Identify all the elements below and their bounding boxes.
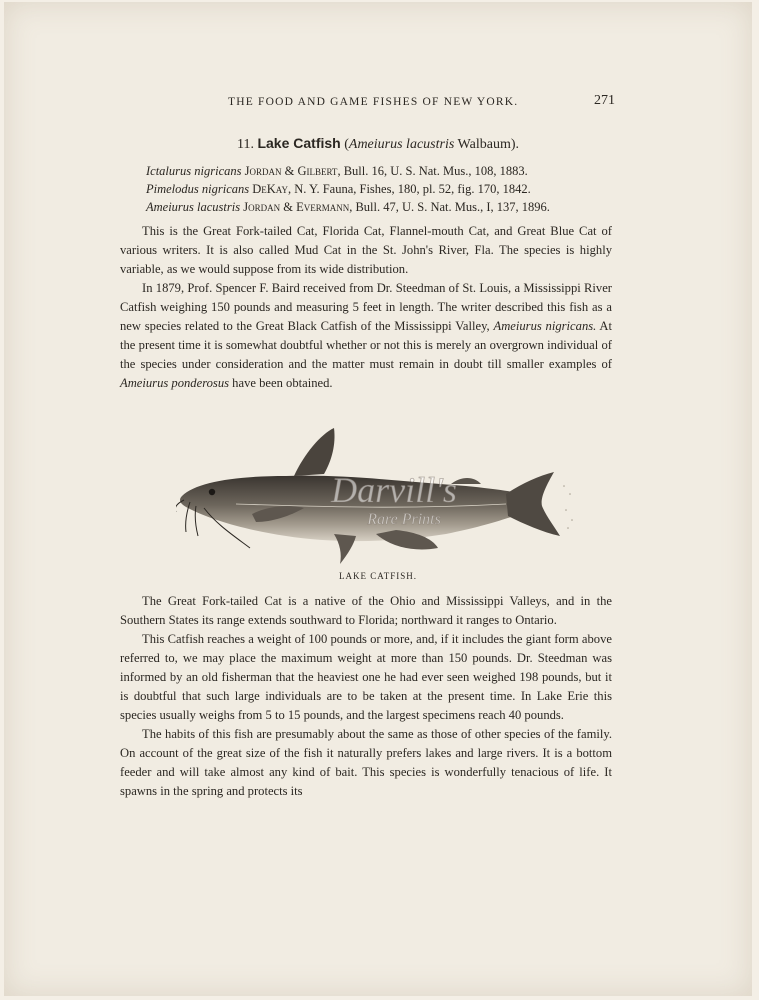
- watermark-text-sub: Rare Prints: [367, 511, 441, 528]
- paragraph: This Catfish reaches a weight of 100 pounds or more, and, if it includes the giant form above referred to, we may place the maximum weight at more than 150 pounds. Dr. Steedman was informed by an old fisherman that the heaviest one he had ever seen weighed 198 pounds, but it is doubtful that such large individuals are to be taken at the present time. In Lake Erie this species usually weighs from 5 to 15 pounds, and the largest specimens reach 40 pounds.: [120, 632, 612, 722]
- synonym-author: Jordan & Evermann: [243, 200, 350, 214]
- synonym-author: Jordan & Gilbert: [244, 164, 338, 178]
- species-number: 11.: [236, 137, 254, 152]
- watermark-logo: [304, 464, 484, 534]
- synonym-line: [146, 198, 550, 216]
- synonym-name: Pimelodus nigricans: [146, 182, 250, 196]
- synonym-reference: , N. Y. Fauna, Fishes, 180, pl. 52, fig. 170, 1842.: [287, 182, 531, 196]
- body-text-top: [120, 222, 612, 393]
- paragraph: This is the Great Fork-tailed Cat, Florida Cat, Flannel-mouth Cat, and Great Blue Cat of various writers. It is also called Mud Cat in the St. John's River, Fla. The species is highly variable, as we would suppose from its wide distribution.: [120, 224, 612, 276]
- synonym-name: Ictalurus nigricans: [146, 164, 242, 178]
- species-heading: 11. Lake Catfish (Ameiurus lacustris Walbaum).: [236, 135, 519, 152]
- running-title: THE FOOD AND GAME FISHES OF NEW YORK.: [228, 96, 519, 108]
- figure-caption: LAKE CATFISH.: [338, 571, 417, 581]
- synonym-name: Ameiurus lacustris: [146, 200, 241, 214]
- synonym-reference: , Bull. 47, U. S. Nat. Mus., I, 137, 1896.: [349, 200, 550, 214]
- species-scientific-name: Ameiurus lacustris: [348, 137, 455, 152]
- synonym-line: [146, 162, 528, 180]
- species-common-name: Lake Catfish: [257, 135, 341, 151]
- synonym-line: [146, 180, 531, 198]
- page-number: 271: [594, 93, 615, 108]
- paragraph: In 1879, Prof. Spencer F. Baird received from Dr. Steedman of St. Louis, a Mississippi River Catfish weighing 150 pounds and measuring 5 feet in length. The writer described this fish as a new species related to the Great Black Catfish of the Mississippi Valley, Ameiurus nigricans. At the present time it is somewhat doubtful whether or not this is merely an overgrown individual of the species under consideration and the matter must remain in doubt till smaller examples of Ameiurus ponderosus have been obtained.: [120, 281, 612, 390]
- species-author: Walbaum).: [457, 137, 519, 152]
- body-text-bottom: [120, 592, 612, 801]
- watermark-text-main: Darvill's: [331, 470, 457, 510]
- paragraph: The Great Fork-tailed Cat is a native of the Ohio and Mississippi Valleys, and in the Southern States its range extends southward to Florida; northward it ranges to Ontario.: [120, 594, 612, 627]
- synonym-reference: , Bull. 16, U. S. Nat. Mus., 108, 1883.: [337, 164, 528, 178]
- paragraph: The habits of this fish are presumably about the same as those of other species of the family. On account of the great size of the fish it naturally prefers lakes and large rivers. It is a bottom feeder and will take almost any kind of bait. This species is wonderfully tenacious of life. It spawns in the spring and protects its: [120, 727, 612, 798]
- book-page: [4, 2, 752, 996]
- synonym-author: DeKay: [252, 182, 288, 196]
